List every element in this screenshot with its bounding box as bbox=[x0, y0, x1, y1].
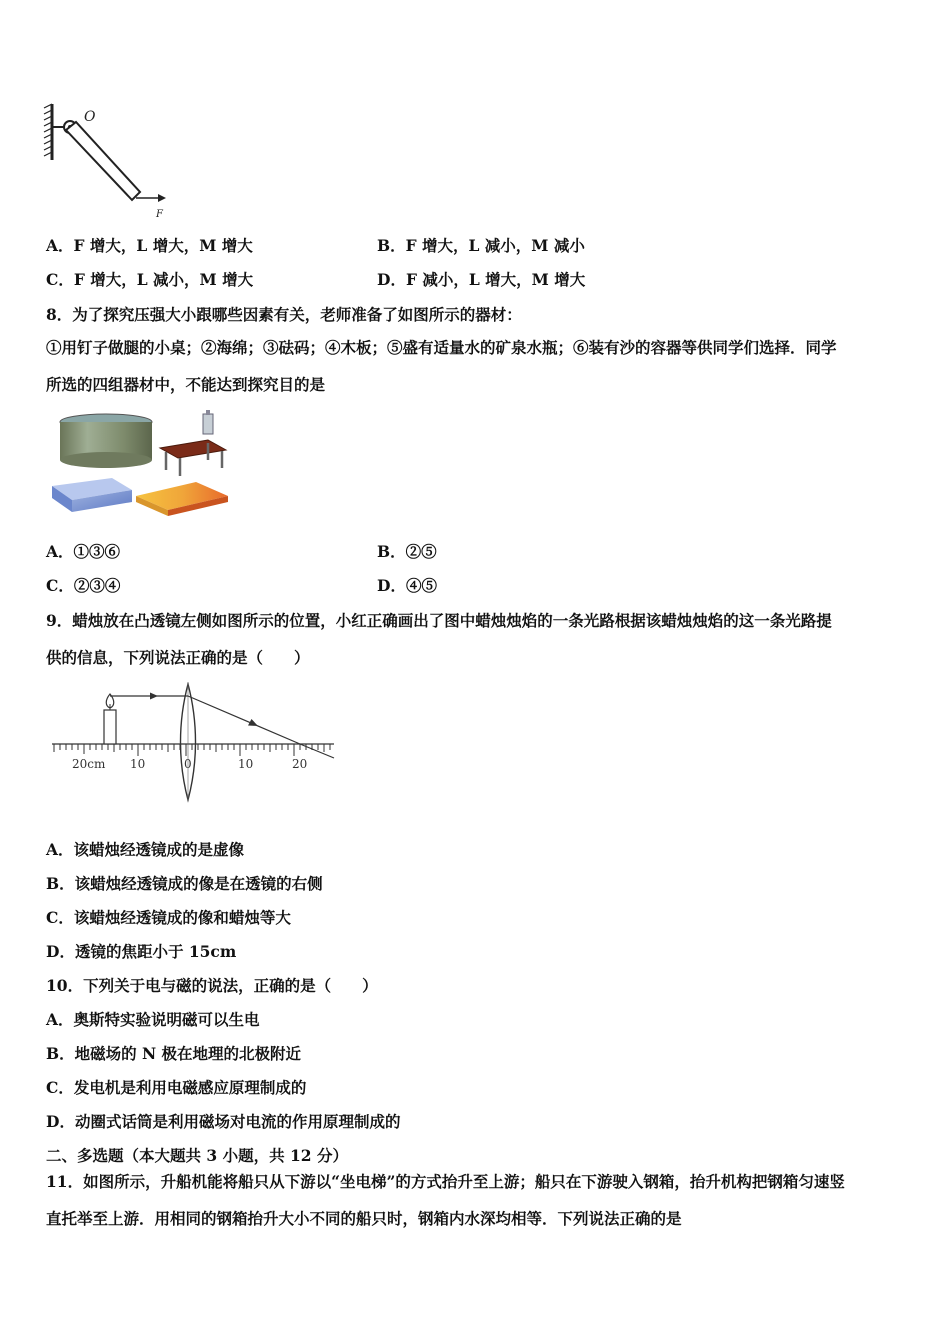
tick-label-0: 0 bbox=[184, 757, 192, 771]
wooden-board-icon bbox=[136, 482, 228, 516]
q10-stem: 10．下列关于电与磁的说法，正确的是（ ） bbox=[46, 976, 378, 995]
q9-option-b[interactable]: B．该蜡烛经透镜成的像是在透镜的右侧 bbox=[46, 874, 323, 893]
label-f: F bbox=[156, 209, 163, 220]
q7-option-d[interactable]: D．F 减小，L 增大，M 增大 bbox=[377, 270, 586, 289]
lever-figure bbox=[40, 100, 180, 222]
small-table-icon bbox=[160, 440, 226, 476]
lens-figure bbox=[48, 682, 340, 804]
tick-label-10-right: 10 bbox=[238, 757, 254, 771]
q8-line3: 所选的四组器材中，不能达到探究目的是 bbox=[46, 375, 326, 394]
q10-option-d[interactable]: D．动圈式话筒是利用磁场对电流的作用原理制成的 bbox=[46, 1112, 401, 1131]
q8-option-b[interactable]: B．②⑤ bbox=[377, 542, 437, 561]
q9-option-a[interactable]: A．该蜡烛经透镜成的是虚像 bbox=[46, 840, 245, 859]
q11-stem: 11．如图所示，升船机能将船只从下游以“坐电梯”的方式抬升至上游；船只在下游驶入钢箱，抬升机构把钢箱匀速竖 bbox=[46, 1172, 845, 1191]
sponge-icon bbox=[52, 478, 132, 512]
q8-option-a[interactable]: A．①③⑥ bbox=[46, 542, 121, 561]
q8-stem: 8．为了探究压强大小跟哪些因素有关，老师准备了如图所示的器材： bbox=[46, 305, 522, 324]
tick-label-10-left: 10 bbox=[130, 757, 146, 771]
q10-option-c[interactable]: C．发电机是利用电磁感应原理制成的 bbox=[46, 1078, 307, 1097]
q11-line2: 直托举至上游．用相同的钢箱抬升大小不同的船只时，钢箱内水深均相等．下列说法正确的是 bbox=[46, 1209, 682, 1228]
pressure-apparatus-figure bbox=[48, 410, 233, 520]
candle-icon bbox=[104, 694, 116, 744]
q10-option-a[interactable]: A．奥斯特实验说明磁可以生电 bbox=[46, 1010, 260, 1029]
q8-line2: ①用钉子做腿的小桌；②海绵；③砝码；④木板；⑤盛有适量水的矿泉水瓶；⑥装有沙的容器等供同学们选择．同学 bbox=[46, 338, 837, 357]
sand-container-icon bbox=[60, 414, 152, 468]
q8-option-d[interactable]: D．④⑤ bbox=[377, 576, 437, 595]
tick-label-20cm: 20cm bbox=[72, 757, 106, 771]
q7-option-a[interactable]: A．F 增大，L 增大，M 增大 bbox=[46, 236, 253, 255]
weight-icon bbox=[203, 410, 213, 434]
q7-option-c[interactable]: C．F 增大，L 减小，M 增大 bbox=[46, 270, 254, 289]
label-o: O bbox=[84, 109, 96, 125]
q8-option-c[interactable]: C．②③④ bbox=[46, 576, 121, 595]
ruler-ticks bbox=[54, 744, 330, 756]
q9-option-c[interactable]: C．该蜡烛经透镜成的像和蜡烛等大 bbox=[46, 908, 291, 927]
q10-option-b[interactable]: B．地磁场的 N 极在地理的北极附近 bbox=[46, 1044, 302, 1063]
q9-stem: 9．蜡烛放在凸透镜左侧如图所示的位置，小红正确画出了图中蜡烛烛焰的一条光路根据该蜡烛烛焰的这一条光路提 bbox=[46, 611, 832, 630]
q9-line2: 供的信息，下列说法正确的是（ ） bbox=[46, 648, 310, 667]
light-ray-refracted bbox=[188, 696, 300, 744]
q7-option-b[interactable]: B．F 增大，L 减小，M 减小 bbox=[377, 236, 585, 255]
q9-option-d[interactable]: D．透镜的焦距小于 15cm bbox=[46, 942, 237, 961]
section-title: 二、多选题（本大题共 3 小题，共 12 分） bbox=[46, 1146, 348, 1165]
tick-label-20-right: 20 bbox=[292, 757, 308, 771]
